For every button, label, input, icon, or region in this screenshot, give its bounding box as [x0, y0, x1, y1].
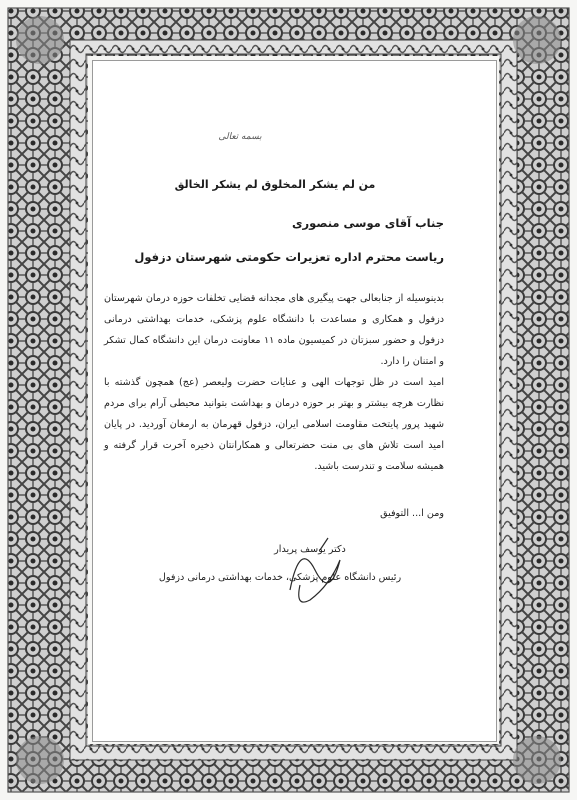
- signer-name: دکتر یوسف پریدار: [274, 544, 346, 555]
- recipient-title: ریاست محترم اداره تعزیرات حکومتی شهرستان دزفول: [134, 250, 444, 264]
- basmala-heading: بسمه تعالی: [218, 132, 262, 142]
- letter-body: [104, 288, 444, 477]
- closing-line: ومن ا... التوفیق: [380, 508, 444, 519]
- handwritten-signature: [270, 530, 360, 610]
- body-paragraph-1: بدینوسیله از جنابعالی جهت پیگیری های مجدانه قضایی تخلفات حوزه درمان شهرستان دزفول و همکاری و مساعدت با دانشگاه علوم پزشکی، خدمات بهداشتی درمانی دزفول و حضور سبزتان در کمیسیون ماده ۱۱ معاونت درمان این دانشگاه کمال تشکر و امتنان را دارد.: [104, 293, 444, 367]
- signer-title: رئیس دانشگاه علوم پزشکی، خدمات بهداشتی درمانی دزفول: [158, 572, 402, 583]
- verse-heading: من لم یشکر المخلوق لم یشکر الخالق: [174, 178, 376, 191]
- recipient-name: جناب آقای موسی منصوری: [292, 216, 444, 230]
- body-paragraph-2: امید است در ظل توجهات الهی و عنایات حضرت ولیعصر (عج) همچون گذشته با نظارت هرچه بیشتر و بهتر بر حوزه درمان و بهداشت بتوانید محیطی آرام برای مردم شهید پرور پایتخت مقاومت اسلامی ایران، دزفول قهرمان به ارمغان آوردید. در پایان امید است تلاش های بی منت حضرتعالی و همکارانتان ذخیره آخرت قرار گرفته و همیشه سلامت و تندرست باشید.: [104, 377, 444, 472]
